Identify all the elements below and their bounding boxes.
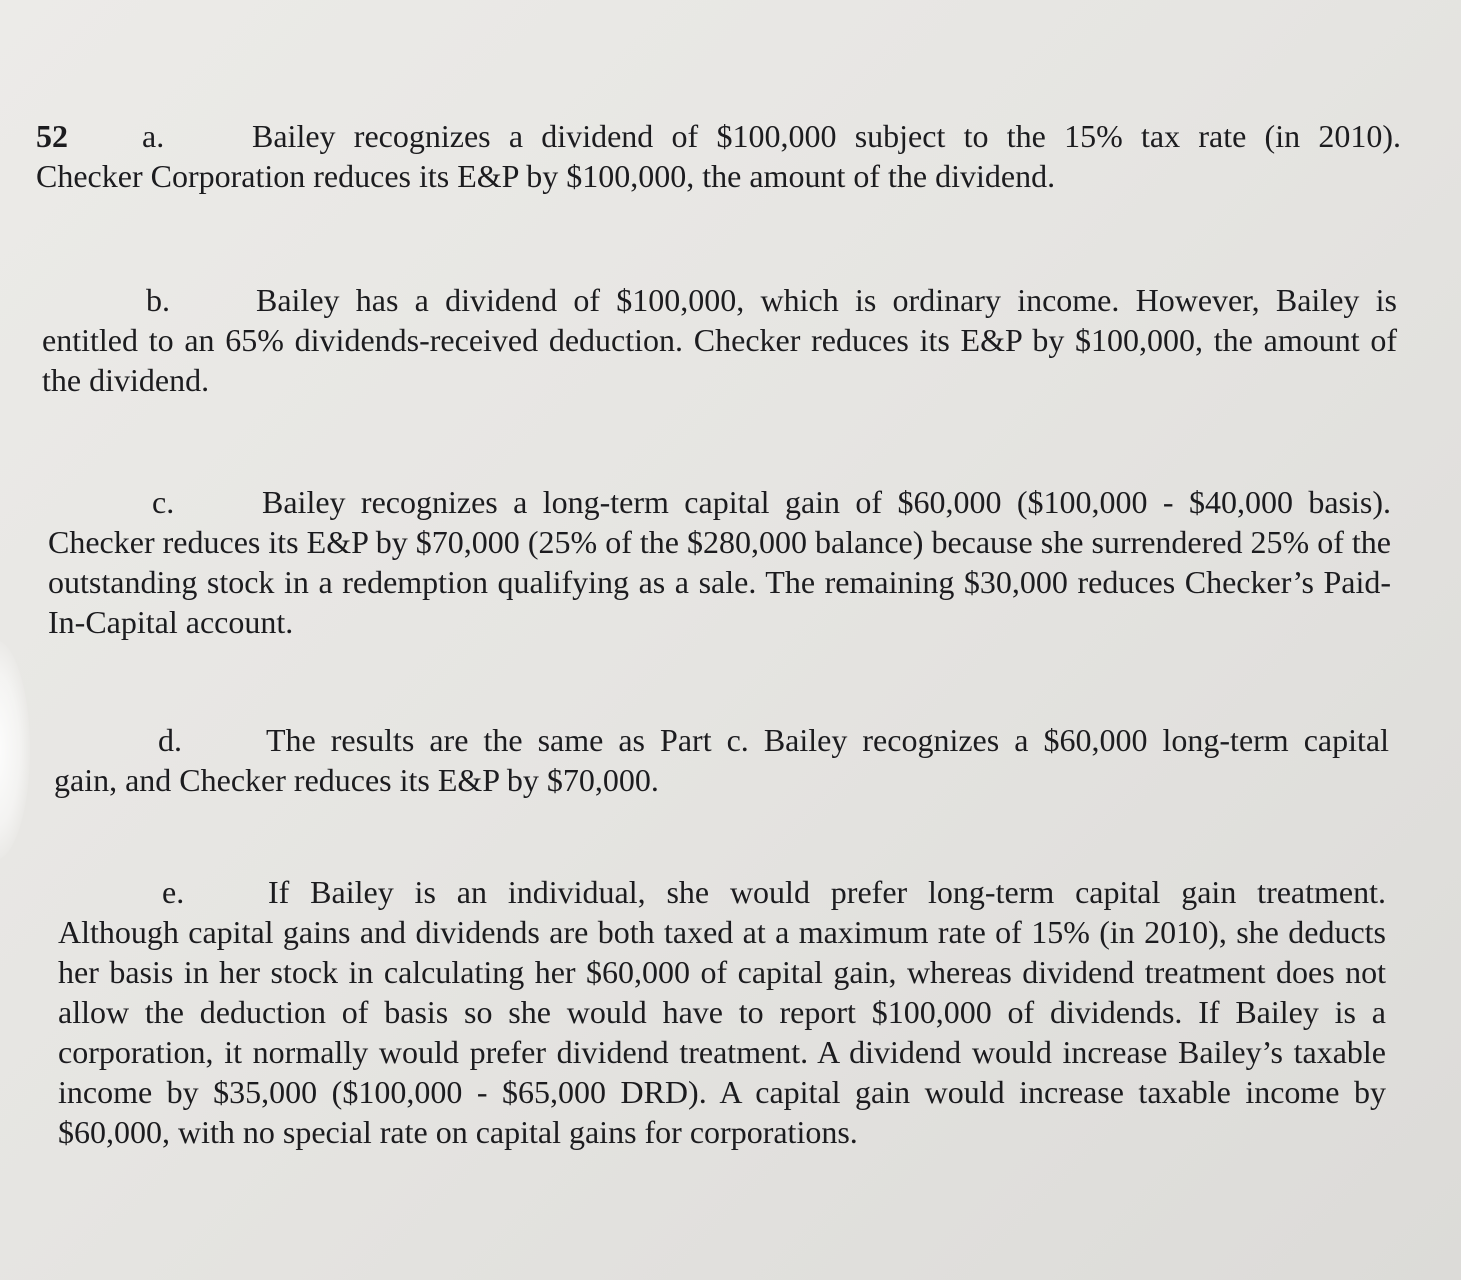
part-d-first-line (54, 720, 1389, 760)
part-b-text: entitled to an 65% dividends-received deduction. Checker reduces its E&P by $100,000, the amount of the dividend. (42, 322, 1397, 398)
part-b-line1: Bailey has a dividend of $100,000, which is ordinary income. However, Bailey is (256, 282, 1397, 318)
part-c-first-line (48, 482, 1391, 522)
problem-number: 52 (36, 118, 68, 154)
part-d-paragraph (54, 720, 1389, 800)
light-glare (0, 640, 30, 860)
part-b-paragraph (42, 280, 1397, 400)
part-a-line1: Bailey recognizes a dividend of $100,000 subject to the 15% tax rate (in 2010). (252, 118, 1401, 154)
part-e-line1: If Bailey is an individual, she would prefer long-term capital gain treatment. (268, 874, 1386, 910)
part-e-first-line (58, 872, 1386, 912)
part-c-line1: Bailey recognizes a long-term capital gain of $60,000 ($100,000 - $40,000 basis). (262, 484, 1391, 520)
part-e-paragraph (58, 872, 1386, 1152)
part-b-first-line (42, 280, 1397, 320)
part-a-first-line (36, 116, 1401, 156)
part-d-line1: The results are the same as Part c. Bailey recognizes a $60,000 long-term capital (266, 722, 1389, 758)
part-e-text: Although capital gains and dividends are both taxed at a maximum rate of 15% (in 2010), she deducts her basis in her stock in calculating her $60,000 of capital gain, whereas dividend treatment does not allow the deduction of basis so she would have to report $100,000 of dividends. If Bailey is a corporation, it normally would prefer dividend treatment. A dividend would increase Bailey’s taxable income by $35,000 ($100,000 - $65,000 DRD). A capital gain would increase taxable income by $60,000, with no special rate on capital gains for corporations. (58, 914, 1386, 1150)
part-c-text: Checker reduces its E&P by $70,000 (25% of the $280,000 balance) because she surrendered 25% of the outstanding stock in a redemption qualifying as a sale. The remaining $30,000 reduces Checker’s Paid-In-Capital account. (48, 524, 1391, 640)
part-a-paragraph (36, 116, 1401, 196)
part-b-label: b. (146, 282, 170, 318)
part-c-label: c. (152, 484, 175, 520)
part-a-label: a. (142, 118, 165, 154)
part-c-paragraph (48, 482, 1391, 642)
part-a-text: Checker Corporation reduces its E&P by $100,000, the amount of the dividend. (36, 158, 1056, 194)
part-e-label: e. (162, 874, 185, 910)
part-d-label: d. (158, 722, 182, 758)
part-d-text: gain, and Checker reduces its E&P by $70,000. (54, 762, 659, 798)
